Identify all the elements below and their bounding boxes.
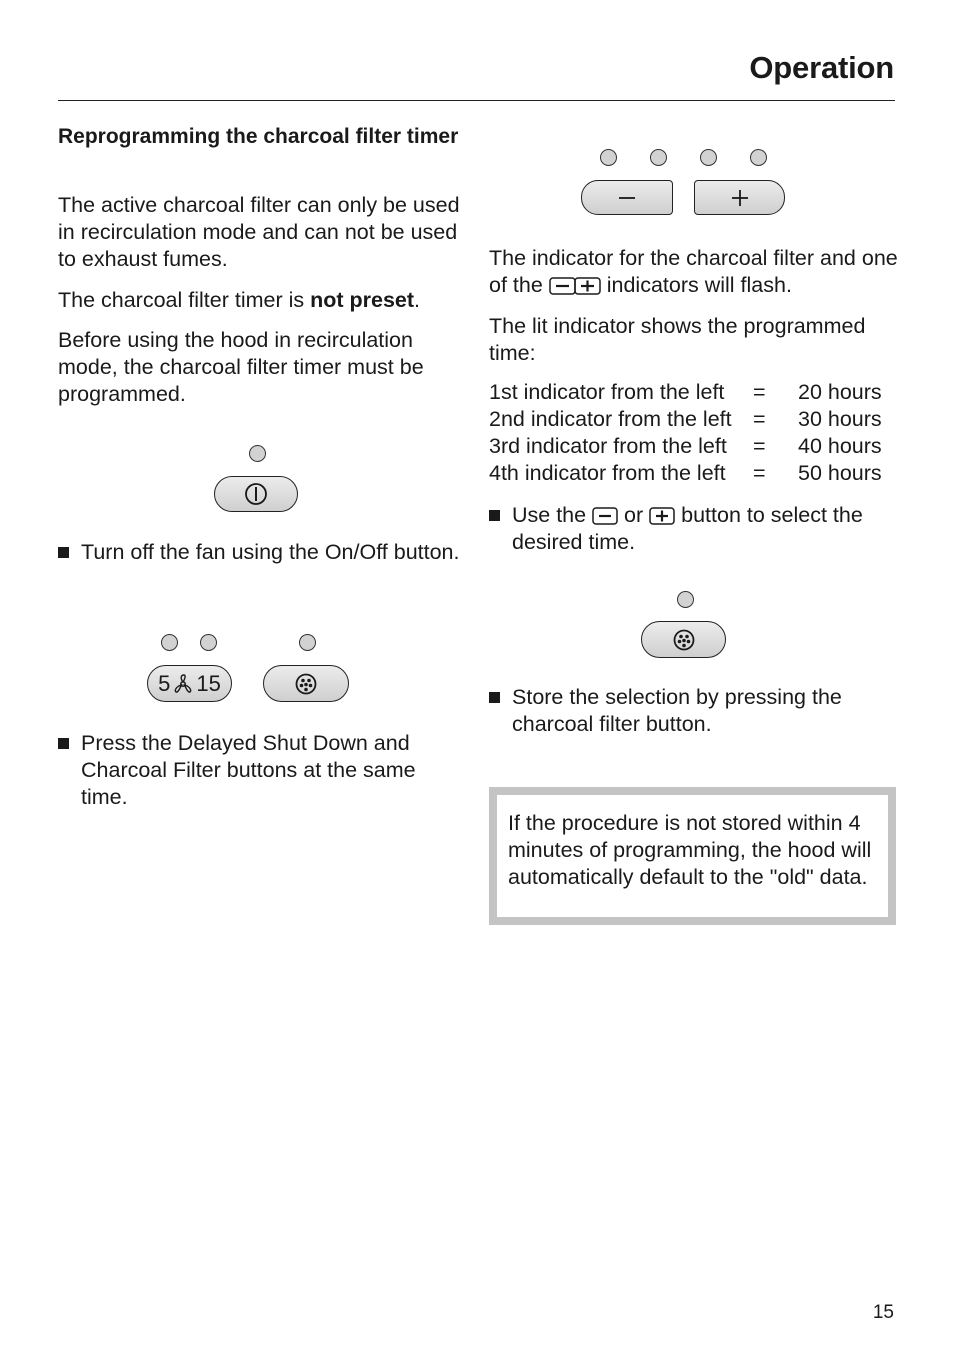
- step-text: Store the selection by pressing the charcoal filter button.: [512, 685, 842, 736]
- delayed-shutdown-button[interactable]: [147, 665, 232, 702]
- bullet-square-icon: [58, 738, 69, 749]
- hours-value: 40 hours: [798, 434, 882, 458]
- equals-sign: =: [753, 461, 766, 485]
- delay-label-right: 15: [196, 670, 221, 696]
- step-text-c: button to select the desired time.: [512, 503, 863, 554]
- timer-indicator-led-2: [650, 149, 667, 166]
- step-text: Press the Delayed Shut Down and Charcoal Filter buttons at the same time.: [81, 731, 416, 809]
- step-text: [512, 502, 899, 556]
- hours-value: 20 hours: [798, 380, 882, 404]
- charcoal-store-button[interactable]: [641, 621, 726, 658]
- delay-indicator-led-1: [161, 634, 178, 651]
- minus-button[interactable]: [581, 180, 673, 215]
- hours-value: 30 hours: [798, 407, 882, 431]
- minus-icon: [617, 188, 637, 208]
- timer-indicator-led-1: [600, 149, 617, 166]
- timer-indicator-led-3: [700, 149, 717, 166]
- onoff-indicator-led: [249, 445, 266, 462]
- lit-indicator-paragraph: The lit indicator shows the programmed time:: [489, 314, 866, 365]
- minus-plus-pair-icon: [549, 277, 601, 295]
- intro-paragraph: The active charcoal filter can only be used in recirculation mode and can not be used to exhaust fumes.: [58, 193, 460, 271]
- charcoal-filter-icon: [672, 628, 696, 652]
- table-row: [489, 434, 882, 461]
- flash-text-end: indicators will flash.: [600, 273, 792, 297]
- bullet-square-icon: [489, 510, 500, 521]
- charcoal-filter-button[interactable]: [263, 665, 349, 702]
- step-turn-off-fan: [58, 539, 463, 566]
- preset-period: .: [414, 288, 421, 312]
- flash-text-start: The indicator for the charcoal filter and one of the: [489, 246, 898, 297]
- page-title: Operation: [749, 50, 894, 85]
- before-use-paragraph: Before using the hood in recirculation mode, the charcoal filter timer must be programmed.: [58, 328, 424, 406]
- step-text-a: Use the: [512, 503, 593, 527]
- plus-icon: [730, 188, 750, 208]
- fan-icon: [172, 673, 194, 695]
- minus-key-icon: [592, 507, 618, 525]
- bullet-square-icon: [58, 547, 69, 558]
- section-heading: Reprogramming the charcoal filter timer: [58, 125, 459, 148]
- preset-paragraph: [58, 287, 463, 314]
- step-store-selection: [489, 684, 899, 738]
- charcoal-filter-icon: [294, 672, 318, 696]
- indicator-label: 1st indicator from the left: [489, 380, 725, 404]
- timer-values-table: [489, 380, 882, 488]
- plus-key-icon: [649, 507, 675, 525]
- step-press-buttons: [58, 730, 463, 811]
- note-text: If the procedure is not stored within 4 minutes of programming, the hood will automatically default to the "old" data.: [508, 811, 872, 889]
- hours-value: 50 hours: [798, 461, 882, 485]
- flash-paragraph: [489, 245, 899, 299]
- equals-sign: =: [753, 407, 766, 431]
- header-divider: [58, 100, 895, 101]
- charcoal-store-led: [677, 591, 694, 608]
- step-text: Turn off the fan using the On/Off button.: [81, 540, 460, 564]
- equals-sign: =: [753, 380, 766, 404]
- charcoal-indicator-led: [299, 634, 316, 651]
- indicator-label: 4th indicator from the left: [489, 461, 726, 485]
- indicator-label: 2nd indicator from the left: [489, 407, 732, 431]
- table-row: [489, 461, 882, 488]
- delay-indicator-led-2: [200, 634, 217, 651]
- plus-button[interactable]: [694, 180, 785, 215]
- power-icon: [243, 481, 269, 507]
- bullet-square-icon: [489, 692, 500, 703]
- table-row: [489, 407, 882, 434]
- equals-sign: =: [753, 434, 766, 458]
- step-select-time: [489, 502, 899, 556]
- note-box: [489, 787, 896, 925]
- onoff-button[interactable]: [214, 476, 298, 512]
- delay-label-left: 5: [158, 670, 171, 696]
- timer-indicator-led-4: [750, 149, 767, 166]
- page-number: 15: [872, 1302, 894, 1323]
- preset-text: The charcoal filter timer is: [58, 288, 311, 312]
- indicator-label: 3rd indicator from the left: [489, 434, 727, 458]
- step-text-b: or: [618, 503, 650, 527]
- preset-emphasis: not preset: [310, 288, 415, 312]
- table-row: [489, 380, 882, 407]
